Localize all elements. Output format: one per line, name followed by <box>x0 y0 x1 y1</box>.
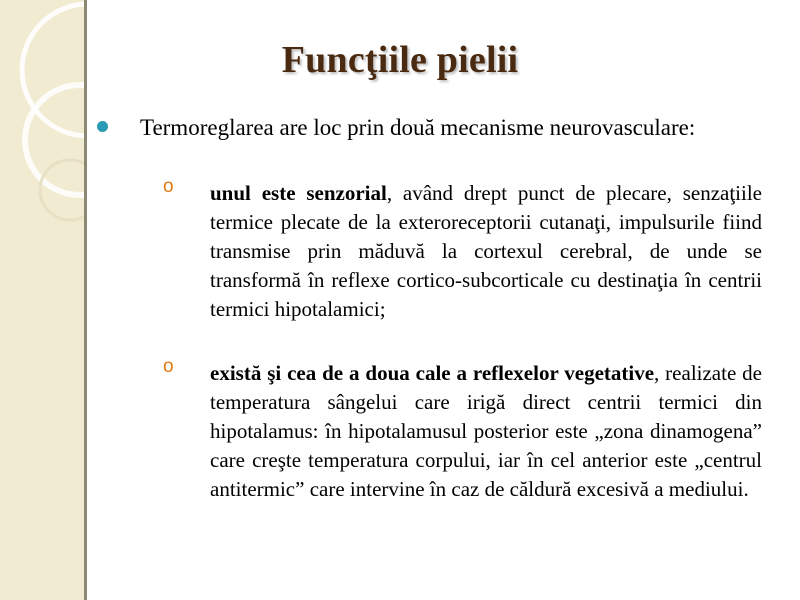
sub-bullet-text <box>210 179 762 324</box>
bullet-text: Termoreglarea are loc prin două mecanisme neurovasculare: <box>140 115 696 140</box>
sub-bullet-senzorial <box>163 176 762 324</box>
sub-bullet-bold: unul este senzorial <box>210 181 387 205</box>
sub-bullet-bold: există şi cea de a doua cale a reflexelor vegetative <box>210 361 655 385</box>
decorative-side-band <box>0 0 84 600</box>
bullet-termoreglarea <box>97 113 762 143</box>
circle-outline-bullet-icon: o <box>163 356 174 377</box>
slide-title: Funcţiile pielii <box>281 39 519 81</box>
sub-bullet-text <box>210 359 762 504</box>
side-band-edge <box>84 0 87 600</box>
sub-bullet-vegetativ <box>163 356 762 504</box>
sub-bullet-rest: , realizate de temperatura sângelui care irigă direct centrii termici din hipotalamus: în hipotalamusul posterior este „zona dinamogena” care creşte temperatura corpului, iar în cel anterior este „centrul antitermic” care intervine în caz de căldură excesivă a mediului. <box>210 361 762 501</box>
decorative-circles <box>0 0 84 260</box>
sub-bullet-rest: , având drept punct de plecare, senzaţiile termice plecate de la exteroreceptorii cutanaţi, impulsurile fiind transmise prin măduvă la cortexul cerebral, de unde se transformă în reflexe cortico-subcorticale cu destinaţia în centrii termici hipotalamici; <box>210 181 762 321</box>
round-bullet-icon <box>97 121 108 132</box>
circle-outline-bullet-icon: o <box>163 176 174 197</box>
